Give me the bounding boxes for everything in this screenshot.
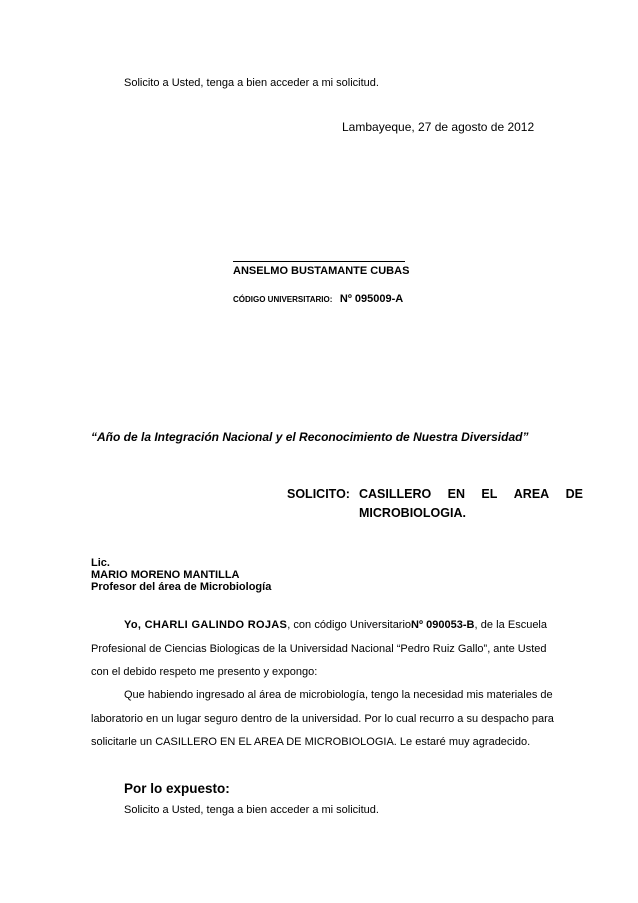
subject-word: EL <box>481 487 498 501</box>
applicant-code: Nº 090053-B <box>411 619 475 631</box>
signer-code-value: Nº 095009-A <box>339 293 404 305</box>
signer-name: ANSELMO BUSTAMANTE CUBAS <box>233 265 410 277</box>
applicant-name: Yo, CHARLI GALINDO ROJAS <box>124 619 288 631</box>
recipient-role: Profesor del área de Microbiología <box>91 581 272 593</box>
solicito-label: SOLICITO: <box>287 487 350 501</box>
year-motto: “Año de la Integración Nacional y el Reconocimiento de Nuestra Diversidad” <box>91 430 529 444</box>
subject-word: DE <box>565 487 583 501</box>
intro-line-2: Profesional de Ciencias Biologicas de la Universidad Nacional “Pedro Ruiz Gallo”, ante Usted <box>91 642 547 655</box>
signer-code-label: CÓDIGO UNIVERSITARIO: <box>233 295 333 304</box>
closing-line: Solicito a Usted, tenga a bien acceder a mi solicitud. <box>124 804 379 816</box>
solicito-subject-line1 <box>359 487 583 501</box>
body-line-2: laboratorio en un lugar seguro dentro de la universidad. Por lo cual recurro a su despacho para <box>91 712 554 725</box>
subject-word: EN <box>447 487 465 501</box>
signer-code <box>233 289 403 307</box>
body-line-1: Que habiendo ingresado al área de microbiología, tengo la necesidad mis materiales de <box>124 689 553 701</box>
intro-line-1 <box>91 614 547 638</box>
intro-paragraph <box>91 614 547 685</box>
body-line-3: solicitarle un CASILLERO EN EL AREA DE MICROBIOLOGIA. Le estaré muy agradecido. <box>91 736 531 748</box>
solicito-subject-line2: MICROBIOLOGIA. <box>359 506 466 520</box>
closing-heading: Por lo expuesto: <box>124 781 230 796</box>
recipient-name: MARIO MORENO MANTILLA <box>91 569 240 581</box>
intro-text: , de la Escuela <box>474 619 547 631</box>
body-paragraph <box>91 684 554 755</box>
place-date: Lambayeque, 27 de agosto de 2012 <box>342 120 535 134</box>
subject-word: CASILLERO <box>359 487 432 501</box>
top-request-line: Solicito a Usted, tenga a bien acceder a mi solicitud. <box>124 77 379 89</box>
signature-line <box>233 261 405 262</box>
recipient-title: Lic. <box>91 557 110 569</box>
subject-word: AREA <box>513 487 550 501</box>
intro-line-3: con el debido respeto me presento y expongo: <box>91 666 318 678</box>
intro-text: , con código Universitario <box>287 619 412 631</box>
